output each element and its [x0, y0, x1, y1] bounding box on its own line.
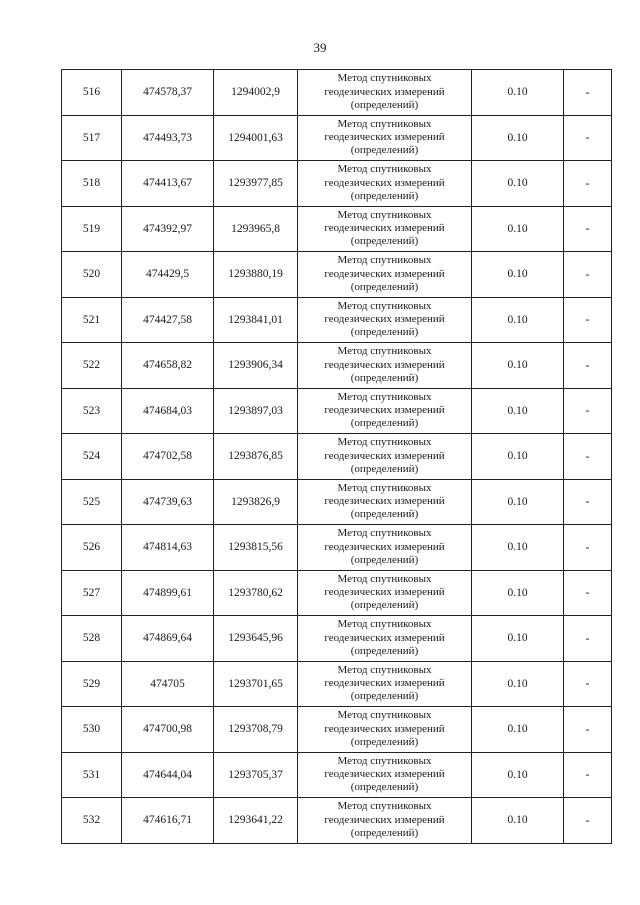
note-cell: -: [564, 206, 612, 252]
accuracy-cell: 0.10: [472, 252, 564, 298]
note-cell: -: [564, 388, 612, 434]
method-line: геодезических измерений: [324, 631, 445, 644]
note-cell: -: [564, 616, 612, 662]
accuracy-cell: 0.10: [472, 70, 564, 116]
method-cell: [298, 343, 472, 389]
coordinate-y-cell: 1293906,34: [214, 343, 298, 389]
note-cell: -: [564, 570, 612, 616]
coordinate-y-cell: 1293876,85: [214, 434, 298, 480]
coordinate-y-cell: 1293708,79: [214, 707, 298, 753]
method-cell: [298, 798, 472, 844]
table-row: [62, 798, 612, 844]
point-number-cell: 528: [62, 616, 122, 662]
table-row: [62, 707, 612, 753]
method-line: геодезических измерений: [324, 677, 445, 690]
method-cell: [298, 434, 472, 480]
accuracy-cell: 0.10: [472, 434, 564, 480]
note-cell: -: [564, 707, 612, 753]
coordinate-x-cell: 474427,58: [122, 297, 214, 343]
coordinate-x-cell: 474578,37: [122, 70, 214, 116]
method-line: Метод спутниковых: [337, 299, 432, 312]
accuracy-cell: 0.10: [472, 115, 564, 161]
coordinate-x-cell: 474700,98: [122, 707, 214, 753]
accuracy-cell: 0.10: [472, 161, 564, 207]
note-cell: -: [564, 525, 612, 571]
method-line: (определений): [350, 644, 419, 657]
point-number-cell: 527: [62, 570, 122, 616]
method-line: Метод спутниковых: [337, 72, 432, 85]
method-line: (определений): [350, 98, 419, 111]
method-line: геодезических измерений: [324, 722, 445, 735]
table-row: [62, 161, 612, 207]
coordinate-y-cell: 1294001,63: [214, 115, 298, 161]
table-row: [62, 570, 612, 616]
coordinate-y-cell: 1294002,9: [214, 70, 298, 116]
point-number-cell: 521: [62, 297, 122, 343]
point-number-cell: 517: [62, 115, 122, 161]
note-cell: -: [564, 297, 612, 343]
accuracy-cell: 0.10: [472, 661, 564, 707]
method-line: (определений): [350, 144, 419, 157]
table-row: [62, 297, 612, 343]
table-row: [62, 252, 612, 298]
point-number-cell: 518: [62, 161, 122, 207]
method-cell: [298, 752, 472, 798]
point-number-cell: 520: [62, 252, 122, 298]
method-cell: [298, 252, 472, 298]
coordinates-table-body: [62, 70, 612, 844]
method-line: геодезических измерений: [324, 449, 445, 462]
table-row: [62, 343, 612, 389]
method-line: (определений): [350, 189, 419, 202]
method-line: (определений): [350, 690, 419, 703]
method-line: геодезических измерений: [324, 768, 445, 781]
method-cell: [298, 479, 472, 525]
note-cell: -: [564, 252, 612, 298]
method-line: Метод спутниковых: [337, 390, 432, 403]
coordinate-x-cell: 474413,67: [122, 161, 214, 207]
coordinate-y-cell: 1293897,03: [214, 388, 298, 434]
note-cell: -: [564, 70, 612, 116]
note-cell: -: [564, 798, 612, 844]
point-number-cell: 526: [62, 525, 122, 571]
method-line: геодезических измерений: [324, 495, 445, 508]
accuracy-cell: 0.10: [472, 798, 564, 844]
coordinate-x-cell: 474429,5: [122, 252, 214, 298]
method-line: (определений): [350, 235, 419, 248]
method-line: (определений): [350, 826, 419, 839]
coordinate-x-cell: 474658,82: [122, 343, 214, 389]
method-cell: [298, 616, 472, 662]
method-line: Метод спутниковых: [337, 481, 432, 494]
note-cell: -: [564, 434, 612, 480]
point-number-cell: 523: [62, 388, 122, 434]
table-row: [62, 434, 612, 480]
method-line: геодезических измерений: [324, 586, 445, 599]
method-line: (определений): [350, 781, 419, 794]
coordinate-y-cell: 1293841,01: [214, 297, 298, 343]
coordinate-x-cell: 474493,73: [122, 115, 214, 161]
accuracy-cell: 0.10: [472, 388, 564, 434]
table-row: [62, 525, 612, 571]
coordinate-x-cell: 474739,63: [122, 479, 214, 525]
table-row: [62, 115, 612, 161]
coordinate-x-cell: 474684,03: [122, 388, 214, 434]
coordinate-x-cell: 474392,97: [122, 206, 214, 252]
method-line: (определений): [350, 599, 419, 612]
method-line: Метод спутниковых: [337, 618, 432, 631]
coordinate-y-cell: 1293645,96: [214, 616, 298, 662]
method-line: Метод спутниковых: [337, 436, 432, 449]
method-line: Метод спутниковых: [337, 254, 432, 267]
accuracy-cell: 0.10: [472, 752, 564, 798]
method-line: геодезических измерений: [324, 313, 445, 326]
coordinate-x-cell: 474869,64: [122, 616, 214, 662]
coordinate-y-cell: 1293880,19: [214, 252, 298, 298]
point-number-cell: 525: [62, 479, 122, 525]
method-line: геодезических измерений: [324, 85, 445, 98]
method-line: Метод спутниковых: [337, 572, 432, 585]
coordinates-table: [61, 69, 612, 844]
point-number-cell: 530: [62, 707, 122, 753]
note-cell: -: [564, 752, 612, 798]
method-line: (определений): [350, 280, 419, 293]
table-row: [62, 661, 612, 707]
method-line: Метод спутниковых: [337, 754, 432, 767]
method-line: геодезических измерений: [324, 813, 445, 826]
point-number-cell: 524: [62, 434, 122, 480]
table-row: [62, 616, 612, 662]
method-cell: [298, 115, 472, 161]
point-number-cell: 531: [62, 752, 122, 798]
method-line: геодезических измерений: [324, 404, 445, 417]
coordinate-y-cell: 1293780,62: [214, 570, 298, 616]
method-cell: [298, 570, 472, 616]
coordinate-x-cell: 474814,63: [122, 525, 214, 571]
method-cell: [298, 388, 472, 434]
method-line: геодезических измерений: [324, 267, 445, 280]
method-line: Метод спутниковых: [337, 709, 432, 722]
table-row: [62, 752, 612, 798]
coordinate-x-cell: 474644,04: [122, 752, 214, 798]
method-line: геодезических измерений: [324, 222, 445, 235]
method-cell: [298, 297, 472, 343]
table-row: [62, 70, 612, 116]
table-row: [62, 388, 612, 434]
accuracy-cell: 0.10: [472, 616, 564, 662]
method-line: Метод спутниковых: [337, 663, 432, 676]
method-cell: [298, 661, 472, 707]
note-cell: -: [564, 115, 612, 161]
method-line: Метод спутниковых: [337, 800, 432, 813]
method-cell: [298, 161, 472, 207]
method-line: геодезических измерений: [324, 131, 445, 144]
method-line: (определений): [350, 553, 419, 566]
accuracy-cell: 0.10: [472, 297, 564, 343]
note-cell: -: [564, 161, 612, 207]
accuracy-cell: 0.10: [472, 525, 564, 571]
accuracy-cell: 0.10: [472, 343, 564, 389]
method-line: Метод спутниковых: [337, 345, 432, 358]
coordinate-y-cell: 1293965,8: [214, 206, 298, 252]
method-line: (определений): [350, 508, 419, 521]
method-line: (определений): [350, 417, 419, 430]
table-row: [62, 479, 612, 525]
coordinate-y-cell: 1293977,85: [214, 161, 298, 207]
coordinate-y-cell: 1293705,37: [214, 752, 298, 798]
method-line: (определений): [350, 462, 419, 475]
table-row: [62, 206, 612, 252]
accuracy-cell: 0.10: [472, 570, 564, 616]
page-number: 39: [313, 40, 327, 55]
method-line: Метод спутниковых: [337, 163, 432, 176]
coordinate-y-cell: 1293641,22: [214, 798, 298, 844]
method-line: (определений): [350, 735, 419, 748]
coordinate-x-cell: 474616,71: [122, 798, 214, 844]
point-number-cell: 532: [62, 798, 122, 844]
point-number-cell: 519: [62, 206, 122, 252]
method-line: геодезических измерений: [324, 358, 445, 371]
method-cell: [298, 70, 472, 116]
coordinate-x-cell: 474899,61: [122, 570, 214, 616]
method-cell: [298, 707, 472, 753]
method-line: Метод спутниковых: [337, 208, 432, 221]
method-line: Метод спутниковых: [337, 117, 432, 130]
method-line: (определений): [350, 326, 419, 339]
coordinate-y-cell: 1293815,56: [214, 525, 298, 571]
method-line: Метод спутниковых: [337, 527, 432, 540]
method-cell: [298, 525, 472, 571]
accuracy-cell: 0.10: [472, 707, 564, 753]
coordinate-x-cell: 474705: [122, 661, 214, 707]
note-cell: -: [564, 479, 612, 525]
coordinate-y-cell: 1293826,9: [214, 479, 298, 525]
method-line: геодезических измерений: [324, 540, 445, 553]
point-number-cell: 522: [62, 343, 122, 389]
coordinate-x-cell: 474702,58: [122, 434, 214, 480]
accuracy-cell: 0.10: [472, 479, 564, 525]
point-number-cell: 516: [62, 70, 122, 116]
note-cell: -: [564, 343, 612, 389]
method-cell: [298, 206, 472, 252]
accuracy-cell: 0.10: [472, 206, 564, 252]
note-cell: -: [564, 661, 612, 707]
coordinate-y-cell: 1293701,65: [214, 661, 298, 707]
method-line: геодезических измерений: [324, 176, 445, 189]
point-number-cell: 529: [62, 661, 122, 707]
method-line: (определений): [350, 371, 419, 384]
